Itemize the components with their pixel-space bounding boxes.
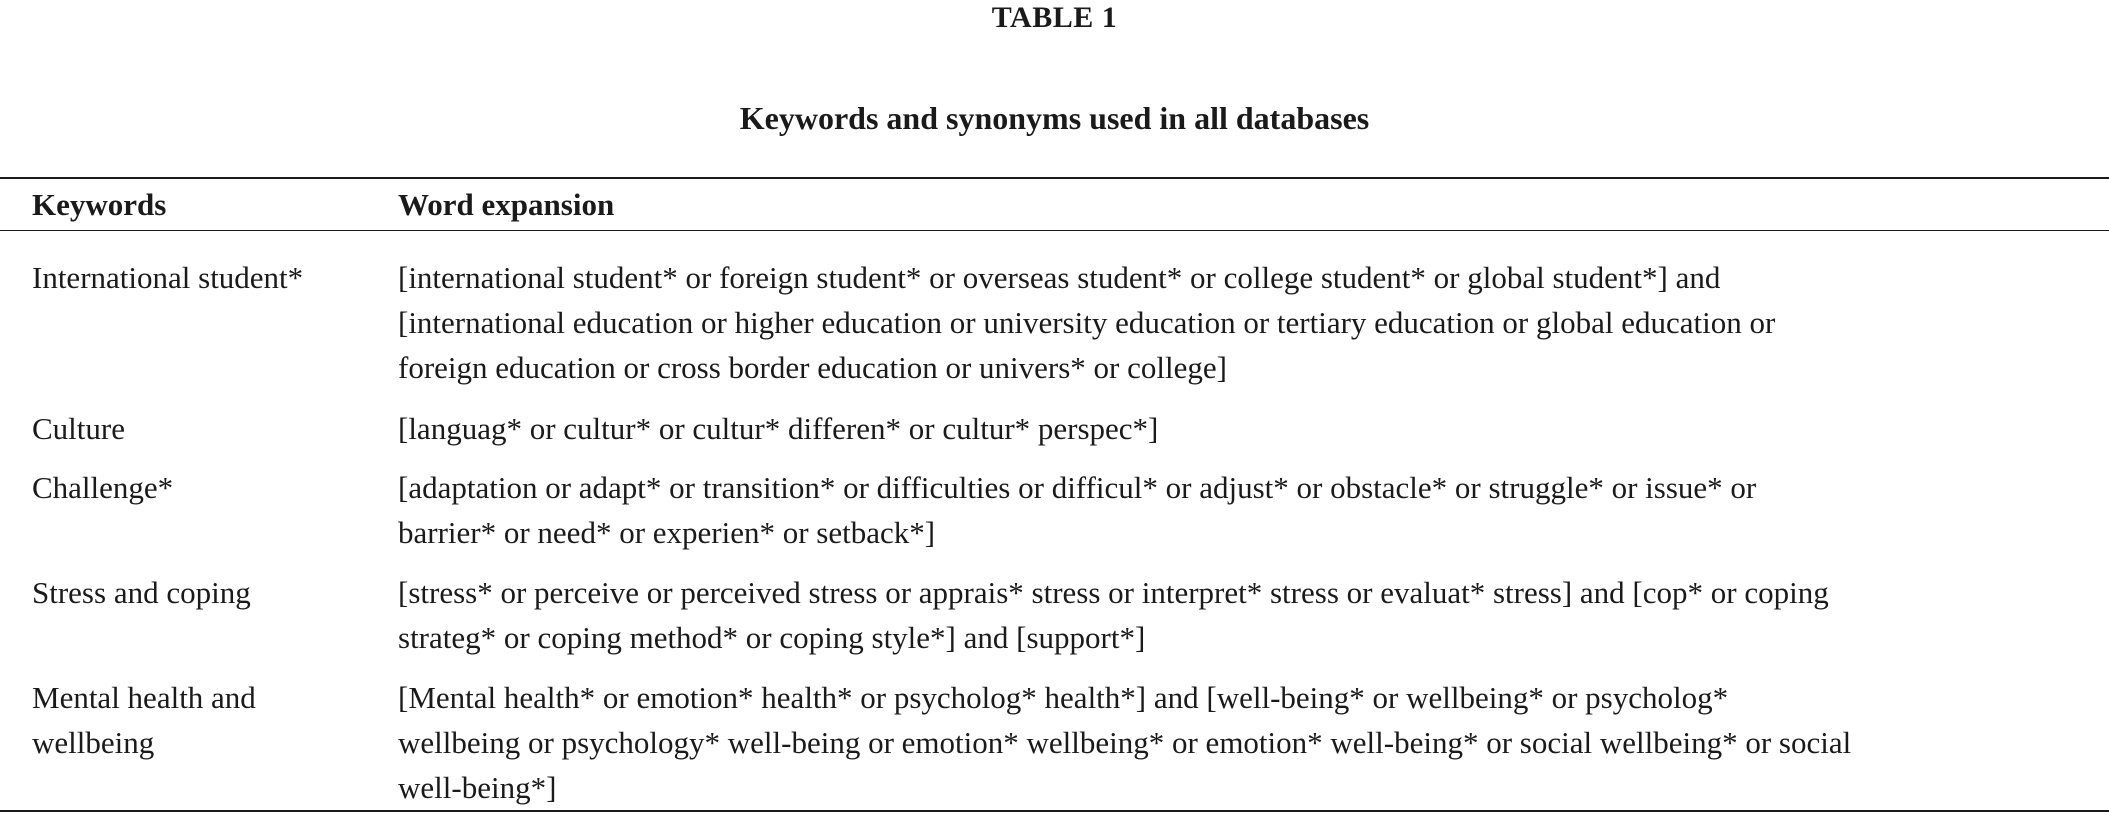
expansion-line: [stress* or perceive or perceived stress or apprais* stress or interpret* stress or evaluat* stress] and [cop* or coping <box>398 575 1829 610</box>
keyword-cell: Stress and coping <box>32 575 251 610</box>
expansion-line: [international student* or foreign student* or overseas student* or college student* or global student*] and <box>398 260 1721 295</box>
expansion-line: [Mental health* or emotion* health* or psycholog* health*] and [well-being* or wellbeing* or psycholog* <box>398 680 1729 715</box>
table-top-rule <box>0 177 2109 179</box>
keyword-cell: Mental health and <box>32 680 256 715</box>
keyword-cell: wellbeing <box>32 725 155 760</box>
expansion-line: foreign education or cross border education or univers* or college] <box>398 350 1227 385</box>
expansion-line: wellbeing or psychology* well-being or emotion* wellbeing* or emotion* well-being* or social wellbeing* or social <box>398 725 1852 760</box>
expansion-line: [adaptation or adapt* or transition* or difficulties or difficul* or adjust* or obstacle* or struggle* or issue* or <box>398 470 1757 505</box>
table-title: Keywords and synonyms used in all databases <box>739 100 1370 136</box>
expansion-line: [international education or higher education or university education or tertiary education or global education or <box>398 305 1776 340</box>
keyword-cell: Challenge* <box>32 470 174 505</box>
keyword-cell: Culture <box>32 411 125 446</box>
table-header-rule <box>0 230 2109 231</box>
table-label: TABLE 1 <box>991 1 1118 34</box>
header-keywords: Keywords <box>32 187 167 222</box>
expansion-line: well-being*] <box>398 770 557 805</box>
keyword-cell: International student* <box>32 260 304 295</box>
expansion-line: strateg* or coping method* or coping style*] and [support*] <box>398 620 1146 655</box>
header-word-expansion: Word expansion <box>398 187 615 222</box>
expansion-line: [languag* or cultur* or cultur* differen* or cultur* perspec*] <box>398 411 1159 446</box>
table-bottom-rule <box>0 810 2109 812</box>
expansion-line: barrier* or need* or experien* or setback*] <box>398 515 936 550</box>
